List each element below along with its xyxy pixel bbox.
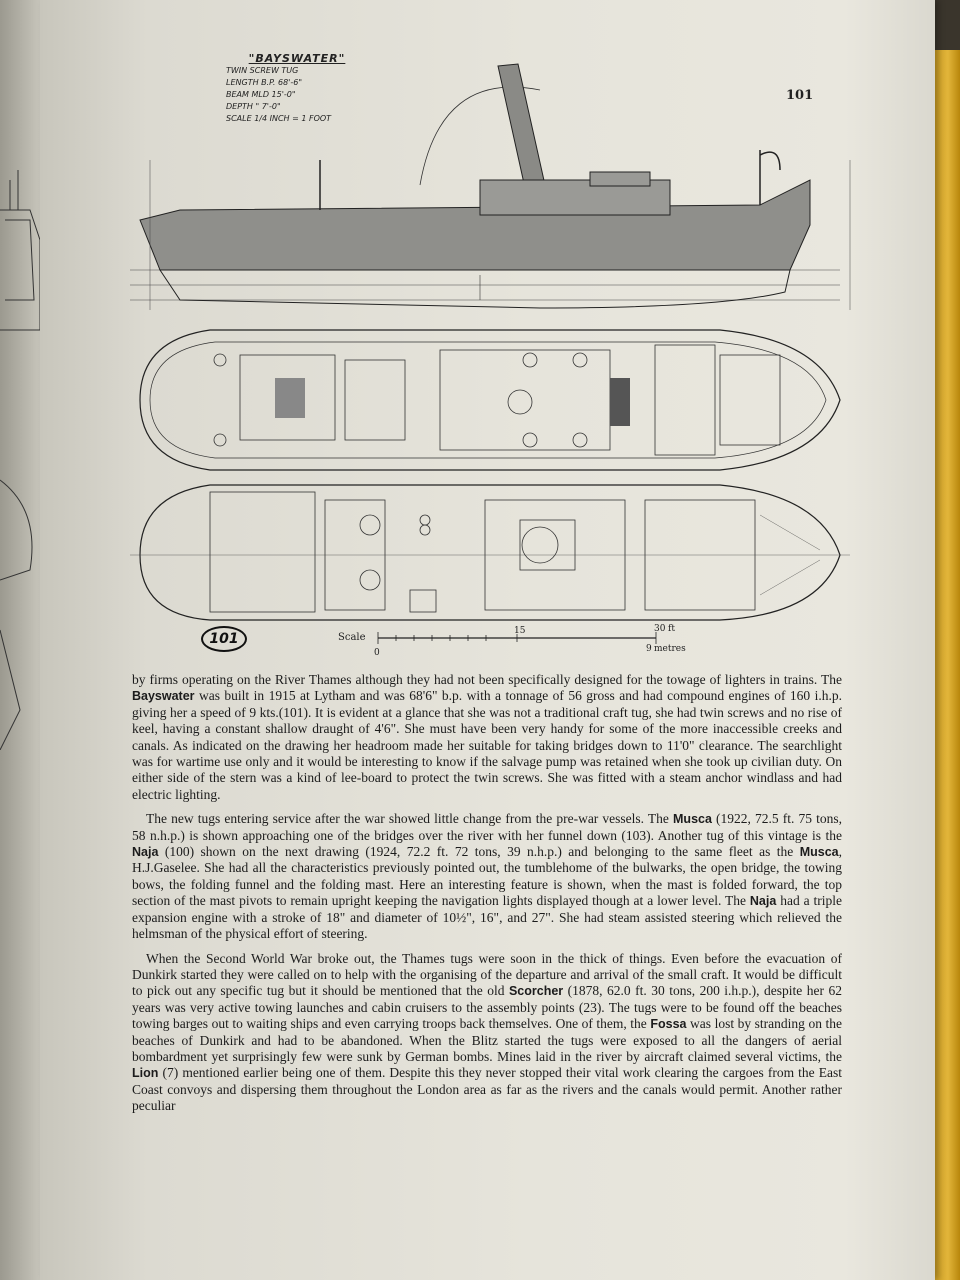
scale-tick-30: 30: [654, 624, 666, 634]
ship-name: Lion: [132, 1066, 159, 1081]
scale-bar: [376, 628, 676, 658]
ship-name: Bayswater: [132, 689, 195, 704]
ship-plan-drawing: [120, 60, 860, 660]
drawing-spec-line: BEAM MLD 15'-0": [226, 90, 296, 99]
paragraph: by firms operating on the River Thames although they had not been specifically designed for the towage of lighters in trains. The Bayswater was built in 1915 at Lytham and was 68'6" b.p. with a tonnage of 56 gross and had compound engines of 160 i.h.p. giving her a speed of 9 kts.(101). It is evident at a glance that she was not a traditional craft tug, she had twin screws and no rise of keel, having a constant shallow draught of 4'6". She must have been very handy for some of the more inaccessible creeks and canals. As indicated on the drawing her headroom made her suitable for taking bridges down to 11'0" clearance. The searchlight was for wartime use only and it would be interesting to know if the salvage pump was retained when she took up civilian duty. On either side of the stern was a kind of lee-board to protect the twin screws. She was fitted with a steam anchor windlass and had electric lighting.: [132, 672, 842, 802]
scale-unit-metres: metres: [654, 644, 686, 654]
paragraph: When the Second World War broke out, the Thames tugs were soon in the thick of things. Even before the evacuation of Dunkirk started they were called on to help with the organising of the departure and arrival of the small craft. It would be difficult to pick out any specific tug but it should be mentioned that the old Scorcher (1878, 62.0 ft. 30 tons, 200 i.h.p.), despite her 62 years was very active towing launches and cabin cruisers to the assembly points (23). The tugs were to be found off the beaches towing barges out to waiting ships and even carrying troops back themselves. One of them, the Fossa was lost by stranding on the beaches of Dunkirk and had to be abandoned. When the Blitz started the tugs were exposed to all the dangers of aerial bombardment yet surprisingly few were sunk by German bombs. Mines laid in the river by aircraft claimed several victims, the Lion (7) mentioned earlier being one of them. Despite this they never stopped their vital work clearing the cargoes from the East Coast convoys and dispersing them throughout the London area as far as the rivers and the canals would permit. Another rather peculiar: [132, 950, 842, 1114]
body-text: [132, 672, 842, 1123]
scale-metric-9: 9: [646, 644, 652, 654]
ship-name: Musca: [799, 845, 839, 860]
drawing-spec-line: LENGTH B.P. 68'-6": [226, 78, 303, 87]
paragraph: The new tugs entering service after the war showed little change from the pre-war vessels. The Musca (1922, 72.5 ft. 75 tons, 58 n.h.p.) is shown approaching one of the bridges over the river with her funnel down (103). Another tug of this vintage is the Naja (100) shown on the next drawing (1924, 72.2 ft. 72 tons, 39 n.h.p.) and belonging to the same fleet as the Musca, H.J.Gaselee. She had all the characteristics previously pointed out, the tumblehome of the bulwarks, the open bridge, the towing bows, the folding funnel and the folding mast. Here an interesting feature is shown, when the mast is folded forward, the top section of the mast pivots to remain upright keeping the navigation lights displayed though at a lower level. The Naja had a triple expansion engine with a stroke of 18" and diameter of 10½", 16", and 27". She had steam assisted steering which relieved the helmsman of the physical effort of steering.: [132, 811, 842, 942]
scale-metric-zero: 0: [374, 648, 380, 658]
scale-unit-ft: ft: [668, 624, 675, 634]
ship-name: Naja: [749, 894, 777, 909]
figure-number-badge: 101: [201, 626, 247, 652]
drawing-spec-line: DEPTH " 7'-0": [226, 102, 281, 111]
page-number: 101: [786, 88, 814, 103]
drawing-title: "BAYSWATER": [248, 52, 346, 65]
scale-tick-15: 15: [514, 626, 526, 636]
ship-name: Musca: [673, 812, 712, 827]
scale-label: Scale: [338, 632, 366, 643]
drawing-title-block: [222, 52, 372, 125]
ship-name: Naja: [132, 845, 159, 860]
drawing-spec-line: SCALE 1/4 INCH = 1 FOOT: [226, 114, 332, 123]
drawing-spec-line: TWIN SCREW TUG: [226, 66, 299, 75]
ship-name: Fossa: [650, 1017, 687, 1032]
ship-name: Scorcher: [508, 984, 564, 999]
